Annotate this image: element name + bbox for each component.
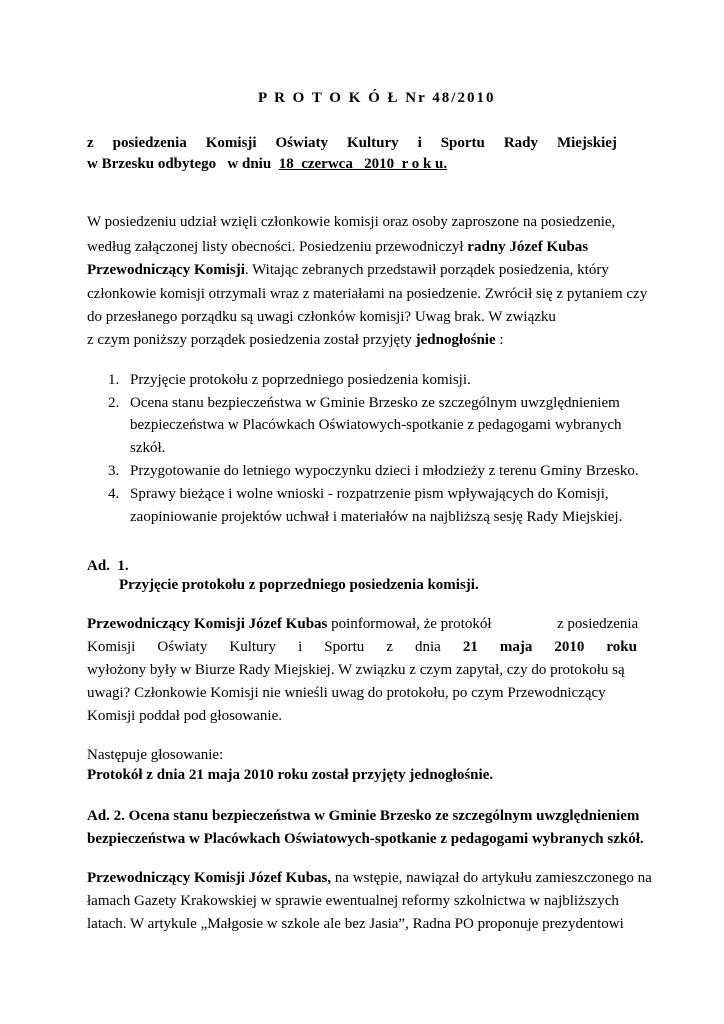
meeting-date: 18 czerwca 2010 r o k u. [278, 156, 448, 172]
subtitle-line-1: z posiedzenia Komisji Oświaty Kultury i Sportu Rady Miejskiej [87, 135, 617, 151]
intro-line-6: z czym poniższy porządek posiedzenia został przyjęty jednogłośnie : [87, 332, 504, 348]
ad1-para-line-1-right: z posiedzenia [557, 616, 639, 632]
agenda-item: Ocena stanu bezpieczeństwa w Gminie Brzesko ze szczególnym uwzględnieniem [130, 395, 620, 411]
subtitle-line-2: w Brzesku odbytego w dniu 18 czerwca 2010 r o k u. [87, 156, 448, 172]
ad2-para-line-1: Przewodniczący Komisji Józef Kubas, na wstępie, nawiązał do artykułu zamieszczonego na [87, 870, 652, 886]
vote-result: Protokół z dnia 21 maja 2010 roku został przyjęty jednogłośnie. [87, 767, 494, 783]
ad2-heading-line-1: Ad. 2. Ocena stanu bezpieczeństwa w Gminie Brzesko ze szczególnym uwzględnieniem [87, 808, 640, 824]
vote-intro: Następuje głosowanie: [87, 747, 224, 763]
ad1-heading: Ad. 1. [87, 558, 129, 574]
agenda-item-cont: bezpieczeństwa w Placówkach Oświatowych-spotkanie z pedagogami wybranych [130, 417, 622, 433]
agenda-number: 2. [108, 395, 120, 411]
agenda-item: Przyjęcie protokołu z poprzedniego posiedzenia komisji. [130, 372, 471, 388]
agenda-number: 4. [108, 486, 120, 502]
agenda-item-cont: szkół. [130, 440, 166, 456]
intro-line-2: według załączonej listy obecności. Posiedzeniu przewodniczył radny Józef Kubas [87, 239, 589, 255]
ad1-para-line-2: Komisji Oświaty Kultury i Sportu z dnia 21 maja 2010 roku [87, 639, 637, 655]
ad2-heading-line-2: bezpieczeństwa w Placówkach Oświatowych-spotkanie z pedagogami wybranych szkół. [87, 831, 644, 847]
ad2-para-line-2: łamach Gazety Krakowskiej w sprawie ewentualnej reformy szkolnictwa w najbliższych [87, 893, 619, 909]
document-title: P R O T O K Ó Ł Nr 48/2010 [258, 90, 496, 106]
ad1-para-line-3: wyłożony były w Biurze Rady Miejskiej. W związku z czym zapytał, czy do protokołu są [87, 662, 625, 678]
agenda-number: 1. [108, 372, 120, 388]
agenda-item: Przygotowanie do letniego wypoczynku dzieci i młodzieży z terenu Gminy Brzesko. [130, 463, 639, 479]
intro-line-5: do przesłanego porządku są uwagi członków komisji? Uwag brak. W związku [87, 309, 556, 325]
agenda-item-cont: zaopiniowanie projektów uchwał i materiałów na najbliższą sesję Rady Miejskiej. [130, 509, 623, 525]
intro-line-3: Przewodniczący Komisji. Witając zebranych przedstawił porządek posiedzenia, który [87, 262, 609, 278]
ad1-subheading: Przyjęcie protokołu z poprzedniego posiedzenia komisji. [119, 577, 479, 593]
agenda-number: 3. [108, 463, 120, 479]
ad2-para-line-3: latach. W artykule „Małgosie w szkole ale bez Jasia”, Radna PO proponuje prezydentowi [87, 916, 624, 932]
ad1-para-line-5: Komisji poddał pod głosowanie. [87, 708, 282, 724]
intro-line-1: W posiedzeniu udział wzięli członkowie komisji oraz osoby zaproszone na posiedzenie, [87, 214, 616, 230]
intro-line-4: członkowie komisji otrzymali wraz z materiałami na posiedzenie. Zwrócił się z pytaniem czy [87, 286, 648, 302]
ad1-para-line-4: uwagi? Członkowie Komisji nie wnieśli uwag do protokołu, po czym Przewodniczący [87, 685, 606, 701]
agenda-item: Sprawy bieżące i wolne wnioski - rozpatrzenie pism wpływających do Komisji, [130, 486, 609, 502]
ad1-para-line-1: Przewodniczący Komisji Józef Kubas poinformował, że protokół [87, 616, 492, 632]
